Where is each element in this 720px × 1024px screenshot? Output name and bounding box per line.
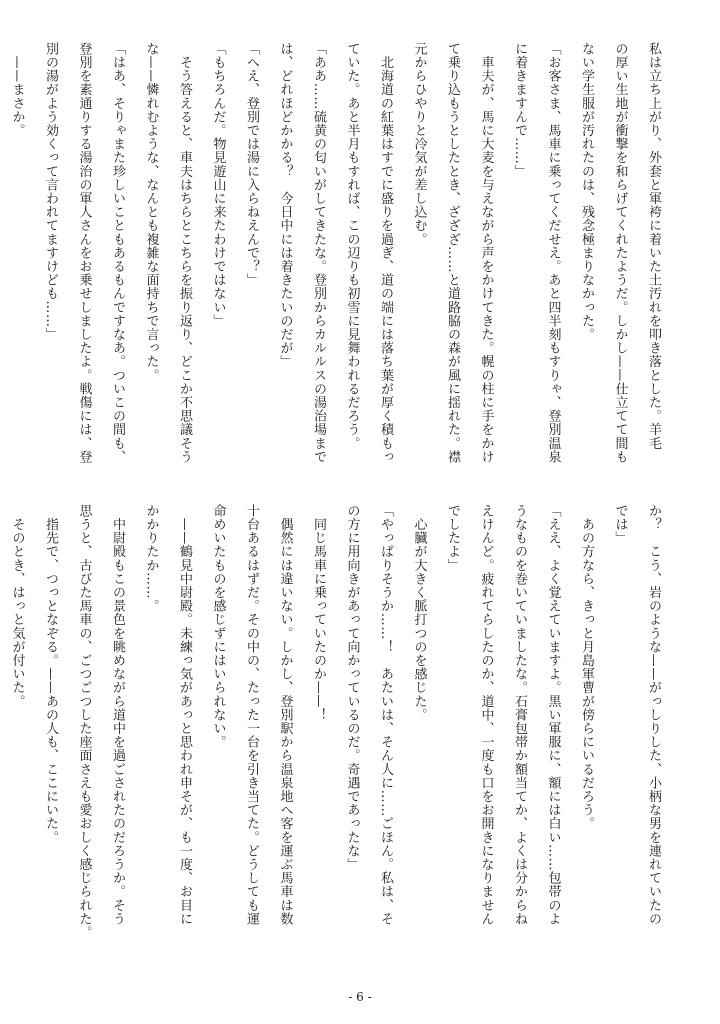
page-number: - 6 - — [348, 990, 372, 1004]
text-column: 偶然には違いない。しかし、登別駅から温泉地へ客を運ぶ馬車は数 — [277, 504, 293, 926]
text-column: 「ああ……硫黄の匂いがしてきたな。登別からカルルスの湯治場まで — [311, 42, 326, 464]
text-column: ない学生服が汚れたのは、残念極まりなかった。 — [579, 42, 594, 342]
text-column: 北海道の紅葉はすでに盛りを過ぎ、道の端には落ち葉が厚く積もっ — [378, 42, 393, 464]
text-column: の厚い生地が衝撃を和らげてくれたようだ。しかし——仕立てて間も — [612, 42, 628, 464]
text-column: 車夫が、馬に大麦を与えながら声をかけてきた。幌の柱に手をかけ — [478, 42, 494, 464]
text-column: 指先で、つっとなぞる。——あの人も、ここにいた。 — [43, 504, 58, 844]
text-column: 元からひやりと冷気が差し込む。 — [411, 42, 427, 246]
text-column: かかりたか……。 — [143, 504, 159, 613]
text-column: うなものを巻いていましたな。石膏包帯か額当てか、よくは分からね — [512, 504, 527, 926]
text-column: 「はあ、そりゃまた珍しいこともあるもんですなあ。ついこの間も、 — [110, 42, 125, 464]
text-column: 私は立ち上がり、外套と軍袴に着いた土汚れを叩き落とした。羊毛 — [646, 42, 661, 450]
text-column: ていた。あと半月もすれば、この辺りも初雪に見舞われるだろう。 — [344, 42, 360, 450]
text-column: 「やっぱりそうか……！ あたいは、そん人に……ごほん。私は、そ — [378, 504, 393, 926]
text-column: あの方なら、きっと月島軍曹が傍らにいるだろう。 — [579, 504, 594, 831]
text-column: 「もちろんだ。物見遊山に来たわけではない」 — [210, 42, 226, 328]
text-column: 別の湯がよう効くって言われてますけども……」 — [43, 42, 58, 342]
text-column: に着きますんで……」 — [512, 42, 527, 178]
lower-text-block — [9, 504, 670, 966]
text-column: では」 — [612, 504, 628, 545]
text-column: ——鶴見中尉殿。未練っ気があっと思われ申そが、も一度、お目に — [177, 504, 192, 926]
text-column: 十台あるはずだ。その中の、たった一台を引き当てた。どうしても運 — [244, 504, 259, 926]
text-column: そのとき、はっと気が付いた。 — [9, 504, 25, 708]
text-column: ——まさか。 — [9, 42, 25, 138]
text-column: 「ええ、よく覚えていますよ。黒い軍服に、額には白い……包帯のよ — [545, 504, 561, 926]
text-column: でしたよ」 — [445, 504, 460, 572]
text-column: 思うと、古びた馬車の、ごつごつした座面さえも愛おしく感じられた。 — [76, 504, 92, 940]
text-column: 「お客さま、馬車に乗ってくだせえ。あと四半刻もすりゃ、登別温泉 — [545, 42, 561, 464]
text-column: て乗り込もうとしたとき、ざざざ……と道路脇の森が風に揺れた。襟 — [445, 42, 460, 464]
text-column: は、どれほどかかる？ 今日中には着きたいのだが」 — [277, 42, 293, 369]
text-column: な——憐れむような、なんとも複雑な面持ちで言った。 — [143, 42, 159, 382]
text-column: 登別を素通りする湯治の軍人さんをお乗せしましたよ。戦傷には、登 — [76, 42, 92, 464]
text-column: 中尉殿もこの景色を眺めながら道中を過ごされたのだろうか。そう — [110, 504, 125, 926]
text-column: 命めいたものを感じずにはいられない。 — [210, 504, 226, 749]
text-column: の方に用向きがあって向かっているのだ。奇遇であったな」 — [344, 504, 360, 872]
text-column: そう答えると、車夫はちらとこちらを振り返り、どこか不思議そう — [177, 42, 192, 464]
upper-text-block — [9, 42, 670, 504]
text-column: 「へえ、登別では湯に入らねえんで？」 — [244, 42, 259, 287]
text-column: 心臓が大きく脈打つのを感じた。 — [411, 504, 427, 722]
text-column: か？ こう、岩のような——がっしりした、小柄な男を連れていたの — [646, 504, 661, 926]
text-column: えけんど。疲れてらしたのか、道中、一度も口をお開きになりません — [478, 504, 494, 926]
text-column: 同じ馬車に乗っていたのか——！ — [311, 504, 326, 722]
